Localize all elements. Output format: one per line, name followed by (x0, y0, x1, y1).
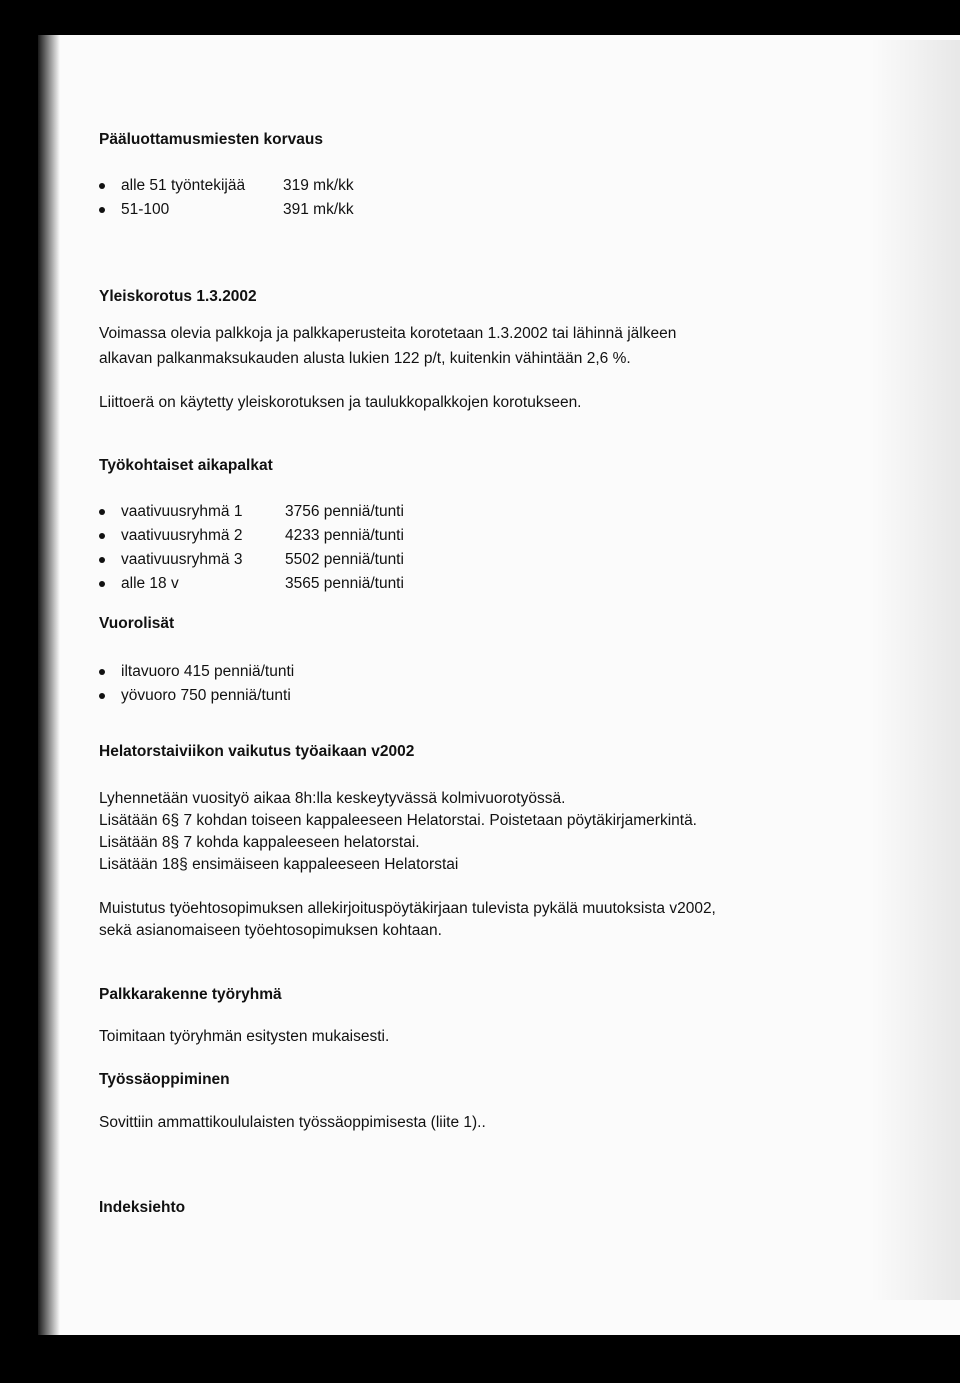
korvaus-value-2: 391 mk/kk (283, 201, 354, 218)
heading-tyossaoppiminen: Työssäoppiminen (99, 1071, 230, 1088)
bullet-icon (99, 207, 105, 213)
aikapalkka-label-1: vaativuusryhmä 1 (121, 503, 243, 520)
yleis-paragraph-line-1: Voimassa olevia palkkoja ja palkkaperusteita korotetaan 1.3.2002 tai lähinnä jälkeen (99, 325, 677, 342)
helatorstai-line-1: Lyhennetään vuosityö aikaa 8h:lla keskeytyvässä kolmivuorotyössä. (99, 790, 566, 807)
bullet-icon (99, 533, 105, 539)
tyossaoppiminen-text: Sovittiin ammattikoululaisten työssäoppimisesta (liite 1).. (99, 1114, 486, 1131)
muistutus-line-2: sekä asianomaiseen työehtosopimuksen kohtaan. (99, 922, 442, 939)
yleis-paragraph-line-2: alkavan palkanmaksukauden alusta lukien 122 p/t, kuitenkin vähintään 2,6 %. (99, 350, 631, 367)
aikapalkka-value-4: 3565 penniä/tunti (285, 575, 404, 592)
aikapalkka-label-3: vaativuusryhmä 3 (121, 551, 243, 568)
heading-indeksiehto: Indeksiehto (99, 1199, 186, 1216)
korvaus-label-1: alle 51 työntekijää (121, 177, 246, 194)
heading-yleiskorotus: Yleiskorotus 1.3.2002 (99, 288, 257, 305)
vuorolisa-item-2: yövuoro 750 penniä/tunti (121, 687, 291, 704)
muistutus-line-1: Muistutus työehtosopimuksen allekirjoituspöytäkirjaan tulevista pykälä muutoksista v2002, (99, 900, 716, 917)
vuorolisa-item-1: iltavuoro 415 penniä/tunti (121, 663, 295, 680)
heading-paaluottamusmiesten-korvaus: Pääluottamusmiesten korvaus (99, 131, 323, 148)
bullet-icon (99, 509, 105, 515)
bullet-icon (99, 183, 105, 189)
bullet-icon (99, 557, 105, 563)
aikapalkka-label-4: alle 18 v (121, 575, 179, 592)
helatorstai-line-3: Lisätään 8§ 7 kohda kappaleeseen helatorstai. (99, 834, 420, 851)
aikapalkka-value-3: 5502 penniä/tunti (285, 551, 404, 568)
helatorstai-line-2: Lisätään 6§ 7 kohdan toiseen kappaleeseen Helatorstai. Poistetaan pöytäkirjamerkintä. (99, 812, 697, 829)
aikapalkka-value-1: 3756 penniä/tunti (285, 503, 404, 520)
aikapalkka-label-2: vaativuusryhmä 2 (121, 527, 243, 544)
bullet-icon (99, 581, 105, 587)
helatorstai-line-4: Lisätään 18§ ensimäiseen kappaleeseen Helatorstai (99, 856, 459, 873)
heading-helatorstaiviikko: Helatorstaiviikon vaikutus työaikaan v2002 (99, 743, 415, 760)
yleis-paragraph-2: Liittoerä on käytetty yleiskorotuksen ja taulukkopalkkojen korotukseen. (99, 394, 582, 411)
heading-vuorolisat: Vuorolisät (99, 615, 175, 632)
heading-palkkarakenne-tyoryhma: Palkkarakenne työryhmä (99, 986, 282, 1003)
korvaus-value-1: 319 mk/kk (283, 177, 354, 194)
heading-tyokohtaiset-aikapalkat: Työkohtaiset aikapalkat (99, 457, 273, 474)
aikapalkka-value-2: 4233 penniä/tunti (285, 527, 404, 544)
bullet-icon (99, 669, 105, 675)
palkkarakenne-text: Toimitaan työryhmän esitysten mukaisesti. (99, 1028, 390, 1045)
bullet-icon (99, 693, 105, 699)
korvaus-label-2: 51-100 (121, 201, 170, 218)
